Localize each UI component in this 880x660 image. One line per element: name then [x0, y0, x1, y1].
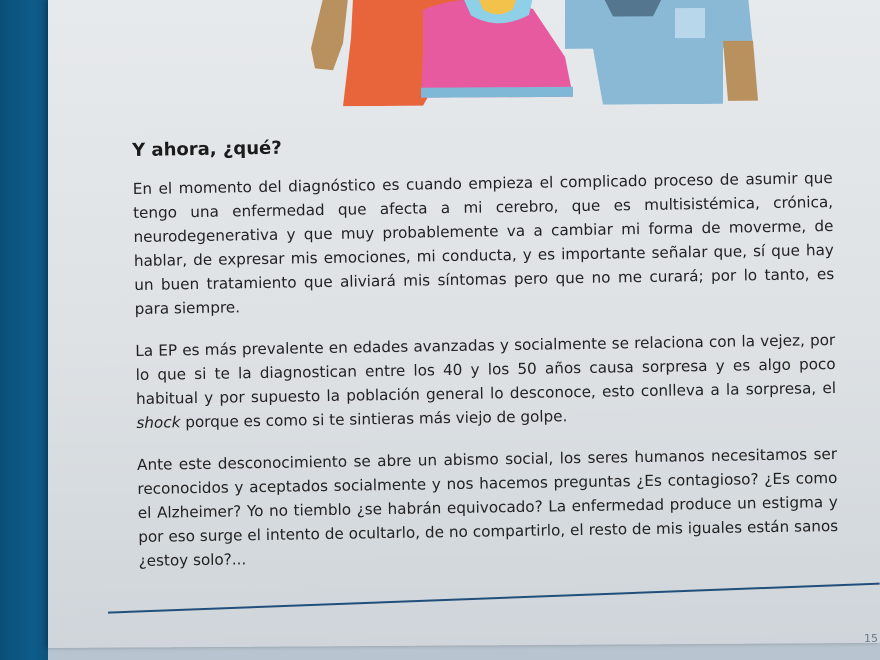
right-arm-shape	[723, 41, 758, 101]
paragraph-2-emphasis: shock	[136, 413, 181, 432]
people-illustration	[303, 0, 773, 106]
paragraph-3: Ante este desconocimiento se abre un abismo social, los seres humanos necesitamos ser reconocidos y aceptados socialmente y nos hacemos preguntas ¿Es contagioso? ¿Es como el Alzheimer? Yo no tiemblo ¿se habrán equivocado? La enfermedad produce un estigma y por eso surge el intento de ocultarlo, de no compartirlo, el resto de mis iguales están sanos ¿estoy solo?...	[136, 444, 839, 570]
paragraph-1: En el momento del diagnóstico es cuando empieza el complicado proceso de asumir que tengo una enfermedad que afecta a mi cerebro, que es multisistémica, crónica, neurodegenerativa y que muy probablemente va a cambiar mi forma de moverme, de hablar, de expresar mis emociones, mi conducta, y es importante señalar que, sí que hay un buen tratamiento que aliviará mis síntomas pero que no me curará; por lo tanto, es para siempre.	[132, 168, 835, 318]
teal-pocket	[675, 8, 705, 38]
paragraph-2	[135, 328, 836, 435]
paragraph-2-end: porque es como si te sintieras más viejo de golpe.	[180, 407, 568, 432]
section-heading: Y ahora, ¿qué?	[132, 137, 282, 161]
pink-waist	[421, 87, 573, 98]
teal-collar	[603, 0, 663, 17]
page-number: 15	[864, 632, 878, 645]
left-arm-shape	[311, 0, 348, 70]
text-block	[132, 129, 839, 591]
paragraph-2-start: La EP es más prevalente en edades avanzadas y socialmente se relaciona con la vejez, por lo que si te la diagnostican entre los 40 y los 50 años causa sorpresa y es algo poco habitual y por supuesto la población general lo desconoce, esto conlleva a la sorpresa, el	[135, 330, 837, 408]
